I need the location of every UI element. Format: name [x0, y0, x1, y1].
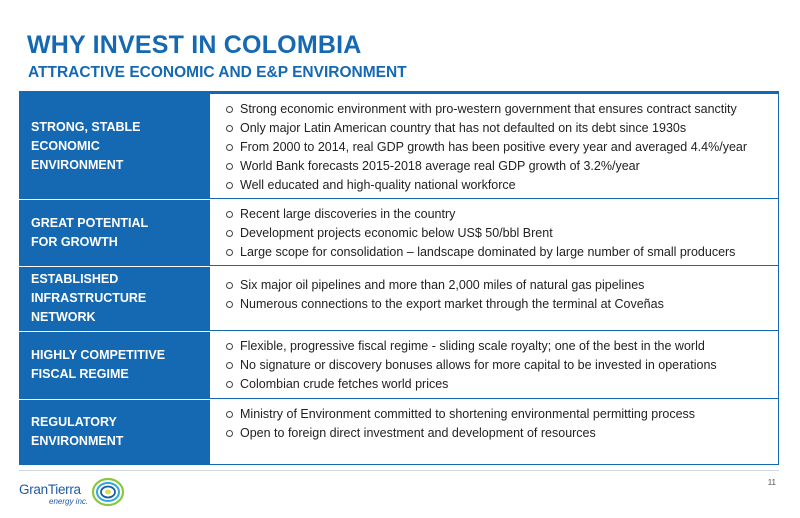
bullet-text: Well educated and high-quality national workforce: [240, 178, 516, 192]
list-item: [226, 424, 778, 443]
list-item: [226, 276, 778, 295]
row-label: [19, 94, 210, 198]
row-label-text: REGULATORY ENVIRONMENT: [31, 415, 124, 448]
table-row: [19, 265, 779, 330]
bullet-text: Open to foreign direct investment and development of resources: [240, 426, 596, 440]
list-item: [226, 119, 778, 138]
company-logo: [19, 472, 129, 512]
bullet-circle-icon: [226, 125, 233, 132]
bullet-circle-icon: [226, 282, 233, 289]
row-label-text: ESTABLISHED INFRASTRUCTURE NETWORK: [31, 272, 147, 324]
table-row: [19, 330, 779, 398]
table-row: [19, 94, 779, 198]
row-label-text: GREAT POTENTIAL FOR GROWTH: [31, 215, 149, 249]
list-item: [226, 405, 778, 424]
bullet-circle-icon: [226, 249, 233, 256]
bullet-text: Flexible, progressive fiscal regime - sliding scale royalty; one of the best in the world: [240, 339, 705, 353]
row-content: [210, 399, 779, 464]
bullet-text: Strong economic environment with pro-western government that ensures contract sanctity: [240, 102, 737, 116]
table-row: [19, 398, 779, 464]
list-item: [226, 205, 778, 224]
bullet-text: No signature or discovery bonuses allows for more capital to be invested in operations: [240, 358, 717, 372]
bullet-circle-icon: [226, 230, 233, 237]
list-item: [226, 337, 778, 356]
page-subtitle: ATTRACTIVE ECONOMIC AND E&P ENVIRONMENT: [28, 64, 407, 81]
investment-table: [19, 91, 779, 465]
bullet-circle-icon: [226, 163, 233, 170]
bullet-text: Development projects economic below US$ 50/bbl Brent: [240, 226, 553, 240]
bullet-circle-icon: [226, 301, 233, 308]
bullet-text: World Bank forecasts 2015-2018 average real GDP growth of 3.2%/year: [240, 159, 640, 173]
list-item: [226, 100, 778, 119]
bullet-text: Large scope for consolidation – landscape dominated by large number of small producers: [240, 245, 736, 259]
row-label-text: HIGHLY COMPETITIVE FISCAL REGIME: [31, 348, 166, 381]
row-label: [19, 199, 210, 265]
row-label: [19, 399, 210, 464]
row-content: [210, 199, 779, 265]
bullet-text: Only major Latin American country that has not defaulted on its debt since 1930s: [240, 121, 687, 135]
footer-divider: [19, 470, 779, 471]
bullet-text: Ministry of Environment committed to shortening environmental permitting process: [240, 407, 696, 421]
bullet-circle-icon: [226, 411, 233, 418]
bullet-text: Recent large discoveries in the country: [240, 207, 456, 221]
table-row: [19, 198, 779, 265]
list-item: [226, 138, 778, 157]
row-content: [210, 331, 779, 398]
logo-swirl-icon: [89, 474, 127, 510]
bullet-text: Numerous connections to the export market through the terminal at Coveñas: [240, 297, 664, 311]
page-number: 11: [767, 478, 776, 487]
list-item: [226, 224, 778, 243]
bullet-text: Six major oil pipelines and more than 2,000 miles of natural gas pipelines: [240, 278, 645, 292]
list-item: [226, 176, 778, 195]
bullet-circle-icon: [226, 106, 233, 113]
bullet-circle-icon: [226, 362, 233, 369]
row-label-text: STRONG, STABLE ECONOMIC ENVIRONMENT: [31, 119, 141, 172]
bullet-circle-icon: [226, 182, 233, 189]
list-item: [226, 157, 778, 176]
logo-tagline: energy inc.: [49, 497, 89, 506]
bullet-circle-icon: [226, 144, 233, 151]
bullet-circle-icon: [226, 343, 233, 350]
page-title: WHY INVEST IN COLOMBIA: [27, 31, 362, 59]
row-content: [210, 94, 779, 198]
bullet-text: From 2000 to 2014, real GDP growth has been positive every year and averaged 4.4%/year: [240, 140, 748, 154]
list-item: [226, 375, 778, 394]
bullet-text: Colombian crude fetches world prices: [240, 377, 449, 391]
bullet-circle-icon: [226, 430, 233, 437]
row-content: [210, 266, 779, 330]
list-item: [226, 295, 778, 314]
list-item: [226, 243, 778, 262]
row-label: [19, 266, 210, 330]
bullet-circle-icon: [226, 211, 233, 218]
bullet-circle-icon: [226, 381, 233, 388]
row-label: [19, 331, 210, 398]
list-item: [226, 356, 778, 375]
logo-wordmark: GranTierra: [19, 482, 81, 497]
